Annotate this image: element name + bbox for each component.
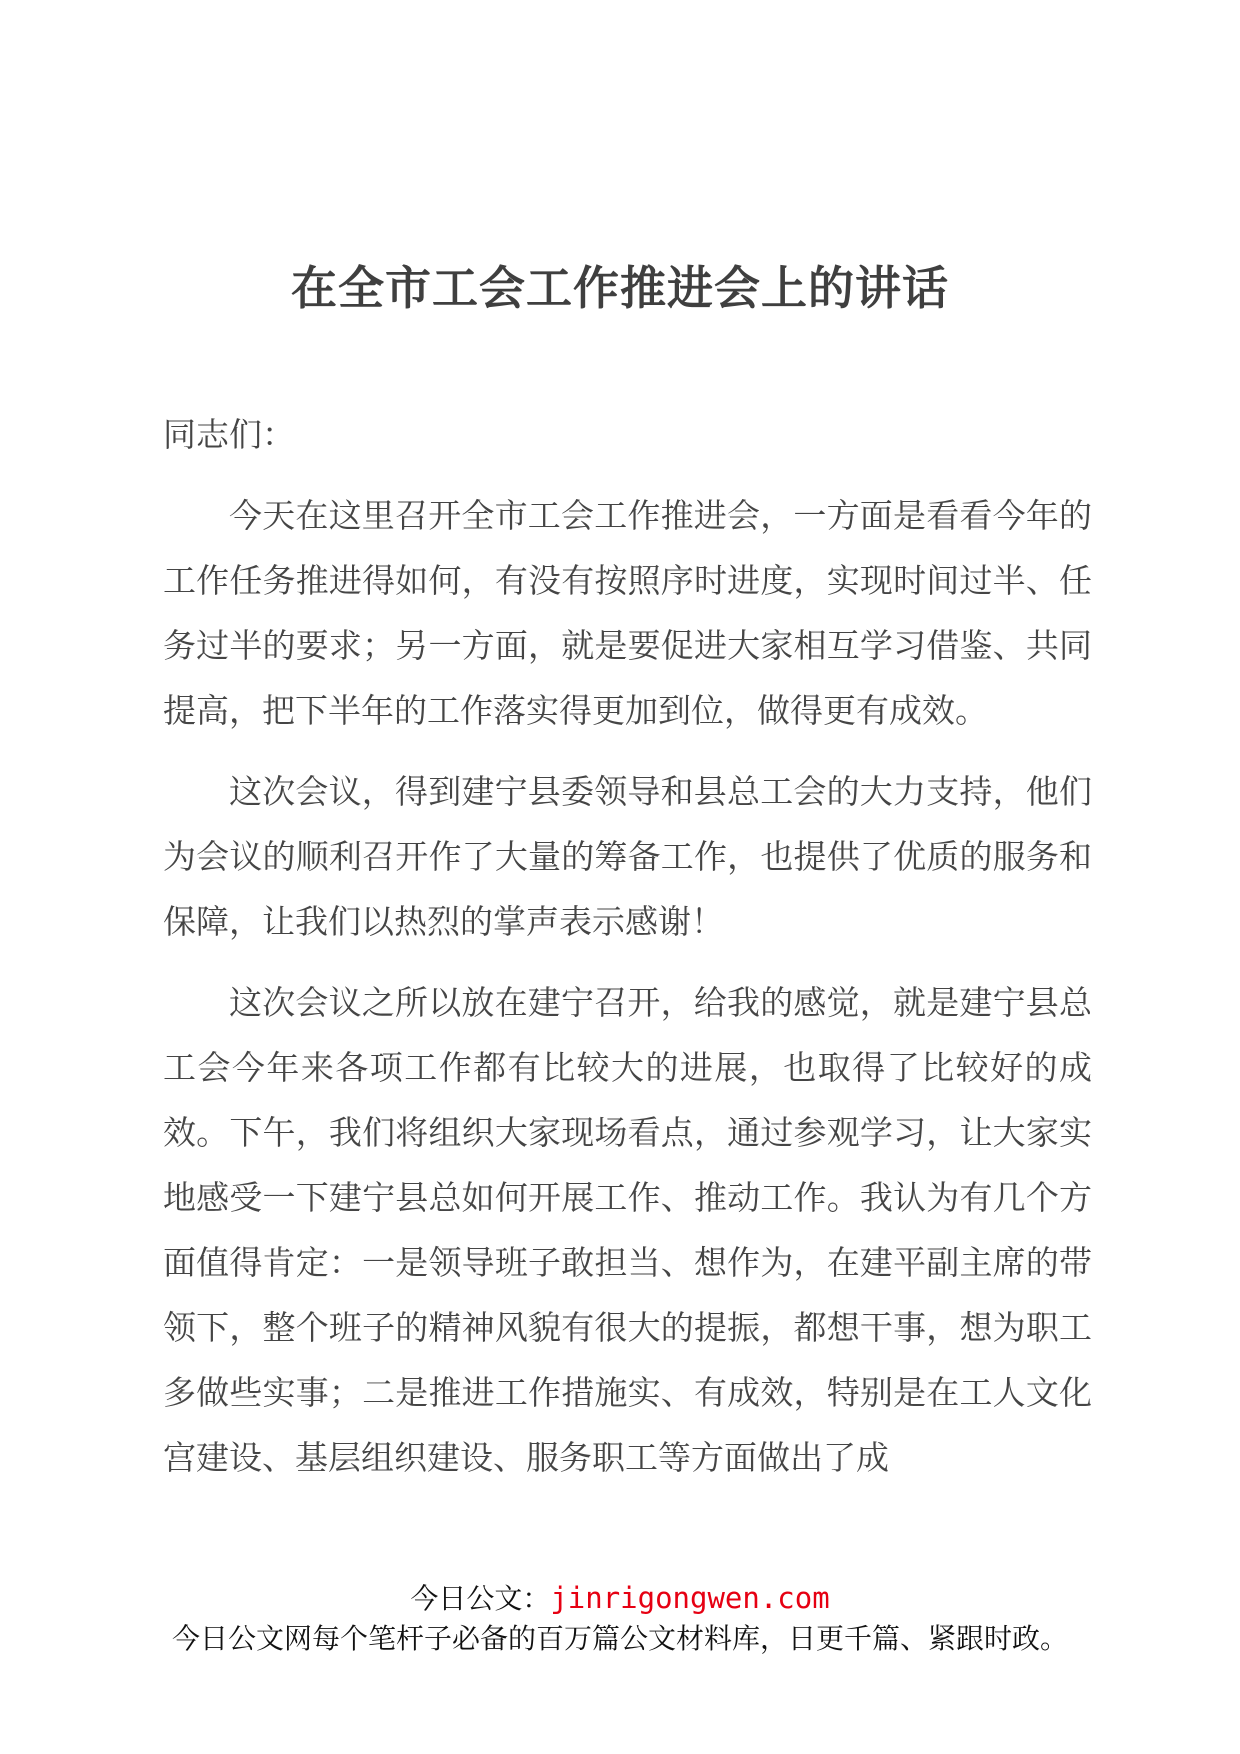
site-url-link[interactable]: jinrigongwen.com: [550, 1581, 830, 1615]
body-paragraph-3: 这次会议之所以放在建宁召开，给我的感觉，就是建宁县总工会今年来各项工作都有比较大的进展，也取得了比较好的成效。下午，我们将组织大家现场看点，通过参观学习，让大家实地感受一下建宁县总如何开展工作、推动工作。我认为有几个方面值得肯定：一是领导班子敢担当、想作为，在建平副主席的带领下，整个班子的精神风貌有很大的提振，都想干事，想为职工多做些实事；二是推进工作措施实、有成效，特别是在工人文化宫建设、基层组织建设、服务职工等方面做出了成: [163, 986, 1092, 1477]
document-title: 在全市工会工作推进会上的讲话: [291, 262, 949, 314]
body-paragraph-2: 这次会议，得到建宁县委领导和县总工会的大力支持，他们为会议的顺利召开作了大量的筹备工作，也提供了优质的服务和保障，让我们以热烈的掌声表示感谢！: [163, 775, 1092, 941]
salutation: 同志们：: [163, 418, 295, 454]
document-body: [163, 404, 1092, 1492]
footer-site-line: [0, 1578, 1240, 1619]
page-footer: [0, 1578, 1240, 1659]
body-paragraph-1: 今天在这里召开全市工会工作推进会，一方面是看看今年的工作任务推进得如何，有没有按照序时进度，实现时间过半、任务过半的要求；另一方面，就是要促进大家相互学习借鉴、共同提高，把下半年的工作落实得更加到位，做得更有成效。: [163, 499, 1092, 730]
site-name-label: 今日公文：: [410, 1583, 551, 1614]
footer-tagline-line: [0, 1619, 1240, 1659]
footer-tagline: 今日公文网每个笔杆子必备的百万篇公文材料库，日更千篇、紧跟时政。: [171, 1623, 1068, 1654]
